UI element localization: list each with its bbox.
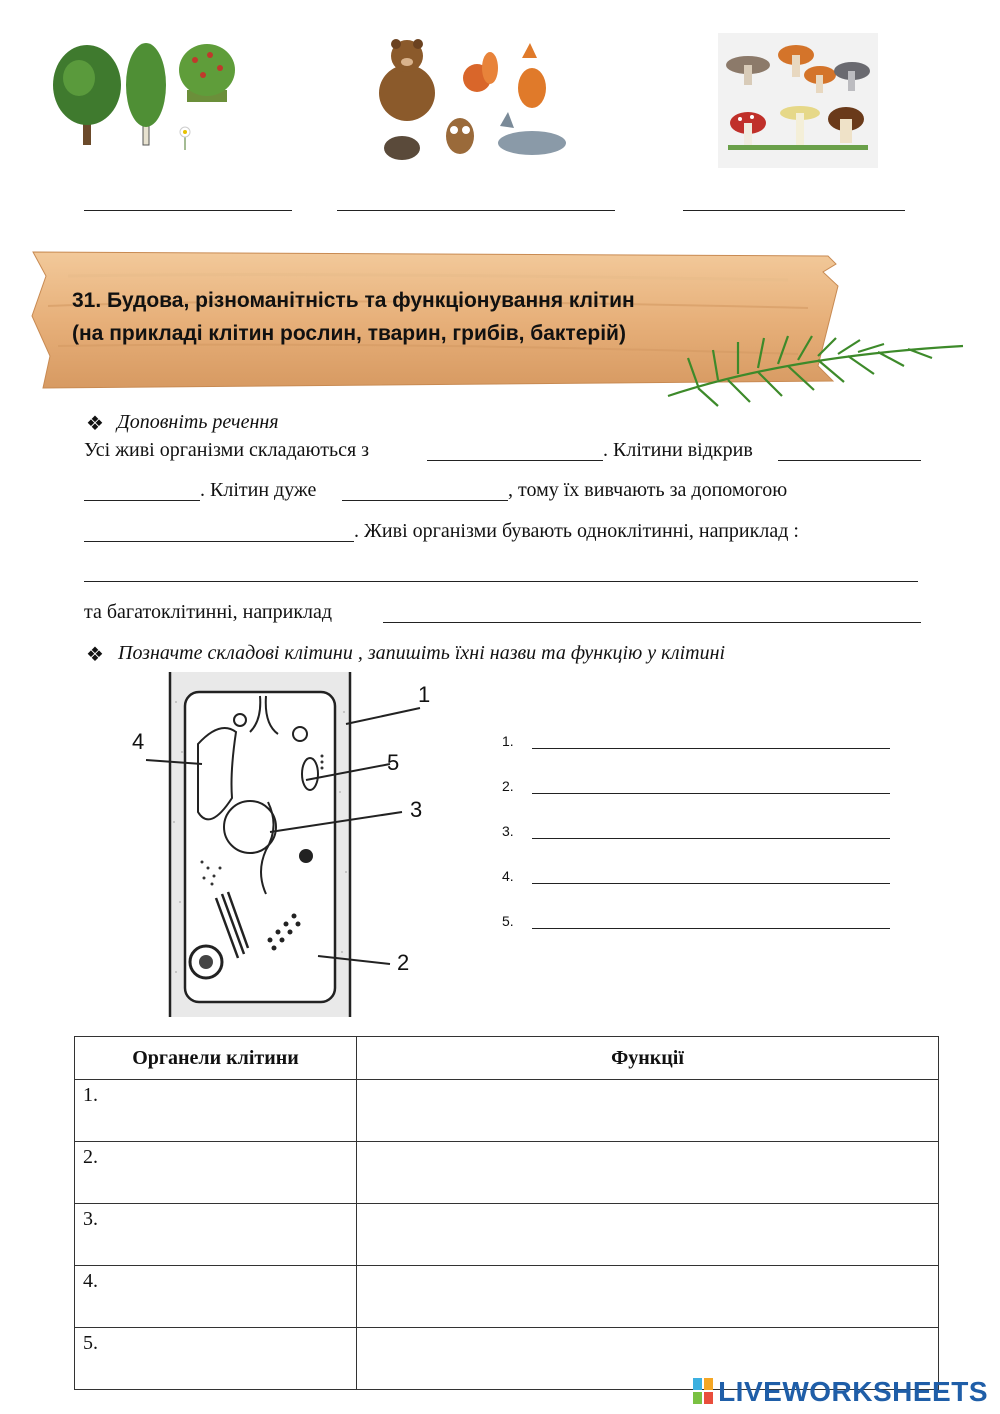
animals-answer-line[interactable] xyxy=(337,210,615,211)
liveworksheets-logo-icon xyxy=(693,1378,713,1404)
banner-title-line1: 31. Будова, різноманітність та функціонування клітин xyxy=(72,289,635,312)
row-number-cell[interactable]: 1. xyxy=(75,1080,357,1142)
answer-line-2[interactable] xyxy=(532,793,890,794)
task1-instruction: Доповніть речення xyxy=(117,411,279,433)
diagram-label-3: 3 xyxy=(410,797,423,822)
blank-organisms-made-of[interactable] xyxy=(427,460,603,461)
trees-illustration xyxy=(45,40,235,155)
blank-unicellular-examples[interactable] xyxy=(84,581,918,582)
blank-multicellular-examples[interactable] xyxy=(383,622,921,623)
diagram-label-2: 2 xyxy=(397,950,410,975)
task2-instruction: Позначте складові клітини , запишіть їхні назви та функцію у клітині xyxy=(118,642,726,664)
answer-line-3[interactable] xyxy=(532,838,890,839)
banner-title-line2: (на прикладі клітин рослин, тварин, грибів, бактерій) xyxy=(72,322,626,345)
answer-line-5[interactable] xyxy=(532,928,890,929)
diagram-label-5: 5 xyxy=(387,750,400,775)
blank-cells-discovered-by[interactable] xyxy=(778,460,921,461)
sentence2-part-b: , тому їх вивчають за допомогою xyxy=(508,479,788,501)
blank-studied-with[interactable] xyxy=(84,541,354,542)
sentence3-part-a: . Живі організми бувають одноклітинні, наприклад : xyxy=(354,520,799,542)
row-number-cell[interactable]: 5. xyxy=(75,1328,357,1390)
sentence5-part-a: та багатоклітинні, наприклад xyxy=(84,601,333,623)
answer-number-3: 3. xyxy=(502,823,514,839)
answer-line-1[interactable] xyxy=(532,748,890,749)
header-organelles: Органели клітини xyxy=(75,1037,357,1080)
blank-cells-discovered-by-cont[interactable] xyxy=(84,500,200,501)
answer-number-2: 2. xyxy=(502,778,514,794)
sentence1-part-b: . Клітини відкрив xyxy=(603,439,753,461)
header-functions: Функції xyxy=(357,1037,939,1080)
task2-bullet-icon: ❖ xyxy=(86,644,104,666)
answer-number-4: 4. xyxy=(502,868,514,884)
function-cell[interactable] xyxy=(357,1142,939,1204)
function-cell[interactable] xyxy=(357,1266,939,1328)
plant-cell-diagram xyxy=(90,672,450,1017)
function-cell[interactable] xyxy=(357,1204,939,1266)
table-row xyxy=(75,1080,939,1142)
mushrooms-illustration xyxy=(718,33,878,168)
row-number-cell[interactable]: 3. xyxy=(75,1204,357,1266)
table-header-row xyxy=(75,1037,939,1080)
animals-illustration xyxy=(372,38,577,168)
function-cell[interactable] xyxy=(357,1080,939,1142)
sentence1-part-a: Усі живі організми складаються з xyxy=(84,439,370,461)
table-row xyxy=(75,1204,939,1266)
table-row xyxy=(75,1266,939,1328)
mushrooms-answer-line[interactable] xyxy=(683,210,905,211)
diagram-label-1: 1 xyxy=(418,682,431,707)
task1-bullet-icon: ❖ xyxy=(86,413,104,435)
organelles-table xyxy=(74,1036,939,1390)
blank-cells-are-very[interactable] xyxy=(342,500,508,501)
table-row xyxy=(75,1142,939,1204)
answer-number-5: 5. xyxy=(502,913,514,929)
row-number-cell[interactable]: 4. xyxy=(75,1266,357,1328)
liveworksheets-brand[interactable]: LIVEWORKSHEETS xyxy=(718,1376,988,1407)
sentence2-part-a: . Клітин дуже xyxy=(200,479,317,501)
trees-answer-line[interactable] xyxy=(84,210,292,211)
answer-number-1: 1. xyxy=(502,733,514,749)
diagram-label-4: 4 xyxy=(132,729,145,754)
answer-line-4[interactable] xyxy=(532,883,890,884)
row-number-cell[interactable]: 2. xyxy=(75,1142,357,1204)
